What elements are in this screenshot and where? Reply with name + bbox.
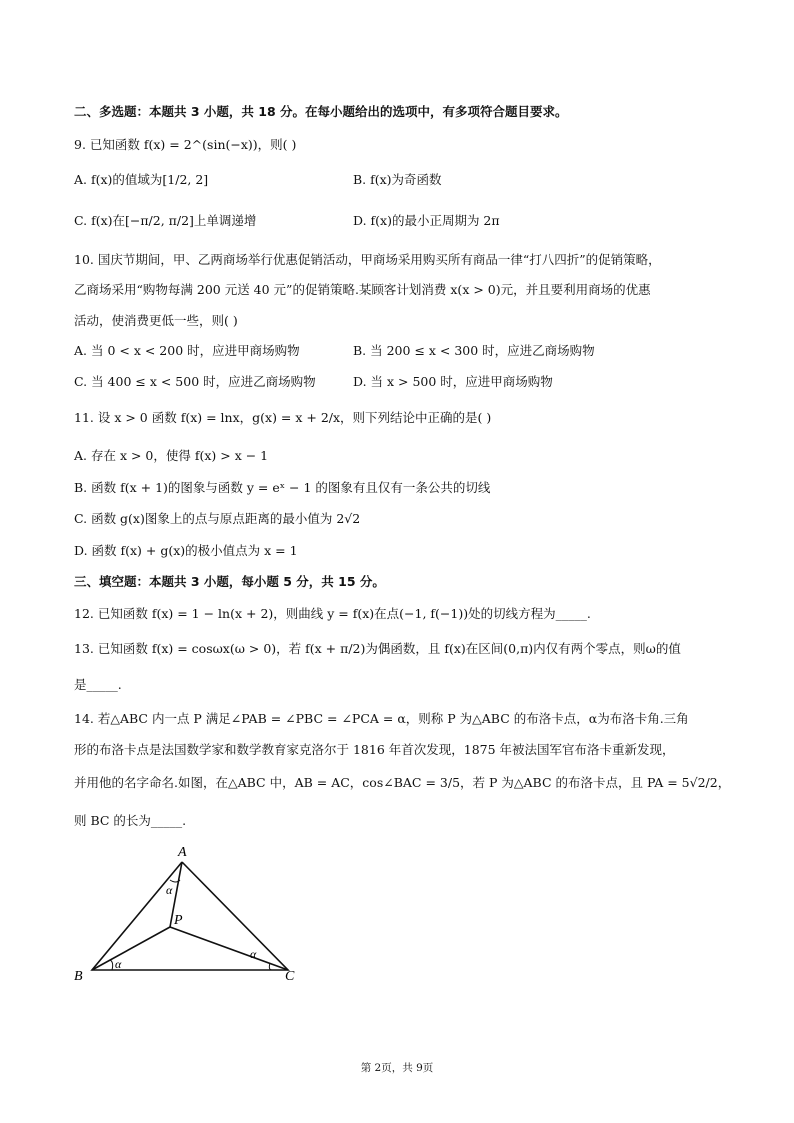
question-10-option-a: A. 当 0 < x < 200 时，应进甲商场购物 xyxy=(74,343,300,358)
question-11-option-c: C. 函数 g(x)图象上的点与原点距离的最小值为 2√2 xyxy=(74,511,361,526)
question-11-option-a: A. 存在 x > 0，使得 f(x) > x − 1 xyxy=(74,448,269,463)
question-11-stem: 11. 设 x > 0 函数 f(x) = lnx，g(x) = x + 2/x，则下列结论中正确的是( ) xyxy=(74,410,492,425)
question-14-line-1: 14. 若△ABC 内一点 P 满足∠PAB = ∠PBC = ∠PCA = α，则称 P 为△ABC 的布洛卡点，α为布洛卡角.三角 xyxy=(74,711,689,726)
vertex-label-b: B xyxy=(74,969,83,984)
brocard-triangle-figure xyxy=(70,840,310,990)
question-14-line-4: 则 BC 的长为_____. xyxy=(74,813,187,828)
question-9-option-d: D. f(x)的最小正周期为 2π xyxy=(353,213,500,228)
page-footer: 第 2页，共 9页 xyxy=(360,1062,434,1074)
question-10-line-1: 10. 国庆节期间，甲、乙两商场举行优惠促销活动，甲商场采用购买所有商品一律“打八四折”的促销策略， xyxy=(74,252,661,267)
angle-arc-b xyxy=(110,960,113,970)
question-14-line-3: 并用他的名字命名.如图，在△ABC 中，AB = AC，cos∠BAC = 3/5，若 P 为△ABC 的布洛卡点，且 PA = 5√2/2， xyxy=(74,775,731,790)
vertex-label-a: A xyxy=(178,845,187,860)
question-13-line-1: 13. 已知函数 f(x) = cosωx(ω > 0)，若 f(x + π/2)为偶函数，且 f(x)在区间(0,π)内仅有两个零点，则ω的值 xyxy=(74,641,681,656)
question-9-option-c: C. f(x)在[−π/2, π/2]上单调递增 xyxy=(74,213,257,228)
question-10-option-b: B. 当 200 ≤ x < 300 时，应进乙商场购物 xyxy=(353,343,595,358)
vertex-label-c: C xyxy=(285,969,295,984)
section-3-heading: 三、填空题：本题共 3 小题，每小题 5 分，共 15 分。 xyxy=(74,574,385,589)
alpha-label-b: α xyxy=(115,957,122,971)
point-label-p: P xyxy=(174,913,183,928)
question-11-option-b: B. 函数 f(x + 1)的图象与函数 y = eˣ − 1 的图象有且仅有一条公共的切线 xyxy=(74,480,491,495)
question-10-option-c: C. 当 400 ≤ x < 500 时，应进乙商场购物 xyxy=(74,374,316,389)
question-10-option-d: D. 当 x > 500 时，应进甲商场购物 xyxy=(353,374,553,389)
alpha-label-a: α xyxy=(166,883,173,897)
question-10-line-3: 活动，使消费更低一些，则( ) xyxy=(74,313,238,328)
question-13-line-2: 是_____. xyxy=(74,677,122,692)
segment-pb xyxy=(92,927,170,970)
question-9-option-b: B. f(x)为奇函数 xyxy=(353,172,442,187)
section-2-heading: 二、多选题：本题共 3 小题，共 18 分。在每小题给出的选项中，有多项符合题目要求。 xyxy=(74,104,568,119)
alpha-label-c: α xyxy=(250,947,257,961)
question-12-stem: 12. 已知函数 f(x) = 1 − ln(x + 2)，则曲线 y = f(x)在点(−1, f(−1))处的切线方程为_____. xyxy=(74,606,591,621)
question-9-stem: 9. 已知函数 f(x) = 2^(sin(−x))，则( ) xyxy=(74,137,297,152)
question-10-line-2: 乙商场采用“购物每满 200 元送 40 元”的促销策略.某顾客计划消费 x(x > 0)元，并且要利用商场的优惠 xyxy=(74,282,651,297)
question-14-line-2: 形的布洛卡点是法国数学家和数学教育家克洛尔于 1816 年首次发现，1875 年被法国军官布洛卡重新发现， xyxy=(74,742,675,757)
question-9-option-a: A. f(x)的值域为[1/2, 2] xyxy=(74,172,209,187)
question-11-option-d: D. 函数 f(x) + g(x)的极小值点为 x = 1 xyxy=(74,543,298,558)
